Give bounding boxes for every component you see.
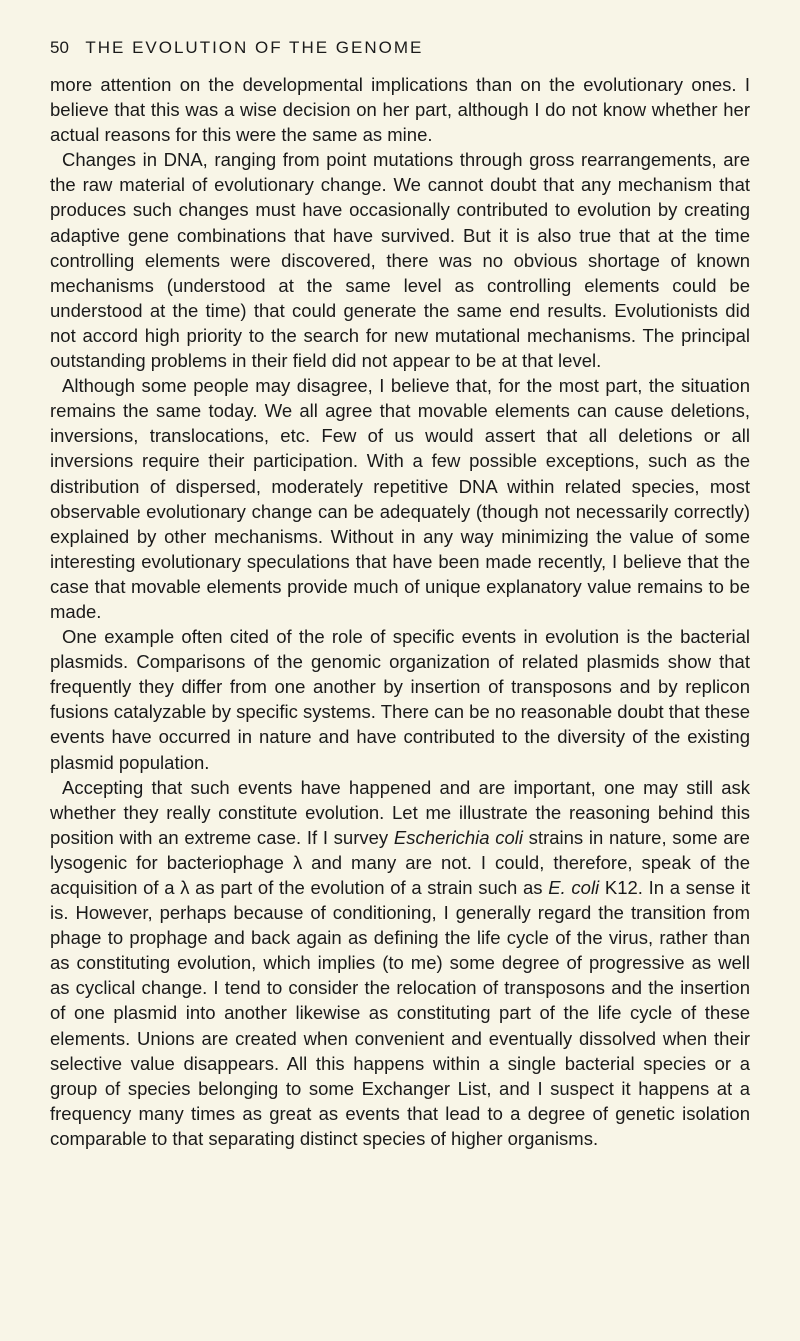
body-text xyxy=(50,72,750,1151)
document-page xyxy=(50,38,750,1151)
paragraph: Changes in DNA, ranging from point mutations through gross rearrangements, are the raw material of evolutionary change. We cannot doubt that any mechanism that produces such changes must have occasionally contributed to evolution by creating adaptive gene combinations that have survived. But it is also true that at the time controlling elements were discovered, there was no obvious shortage of known mechanisms (understood at the same level as controlling elements could be understood at the time) that could generate the same end results. Evolutionists did not accord high priority to the search for new mutational mechanisms. The principal outstanding problems in their field did not appear to be at that level. xyxy=(50,149,750,372)
text-run: strains in nature, some are lysogenic for bacteriophage λ and many are not. I could, therefore, speak of the acquisition of a λ as part of the evolution of a strain such as xyxy=(50,826,750,898)
paragraph-continued: more attention on the developmental implications than on the evolutionary ones. I believe that this was a wise decision on her part, although I do not know whether her actual reasons for this were the same as mine. xyxy=(50,74,750,146)
paragraph xyxy=(50,775,750,1151)
running-title: THE EVOLUTION OF THE GENOME xyxy=(85,38,424,57)
species-name-italic: E. coli xyxy=(548,877,600,898)
page-number: 50 xyxy=(50,38,69,57)
paragraph: Although some people may disagree, I believe that, for the most part, the situation remains the same today. We all agree that movable elements can cause deletions, inversions, translocations, etc. Few of us would assert that all deletions or all inversions require their participation. With a few possible exceptions, such as the distribution of dispersed, moderately repetitive DNA within related species, most observable evolutionary change can be adequately (though not necessarily correctly) explained by other mechanisms. Without in any way minimizing the value of some interesting evolutionary speculations that have been made recently, I believe that the case that movable elements provide much of unique explanatory value remains to be made. xyxy=(50,375,750,622)
text-run: Accepting that such events have happened and are important, one may still ask whether they really constitute evolution. Let me illustrate the reasoning behind this position with an extreme case. If I survey xyxy=(50,776,750,848)
text-run: K12. In a sense it is. However, perhaps because of conditioning, I generally regard the transition from phage to prophage and back again as defining the life cycle of the virus, rather than as constituting evolution, which implies (to me) some degree of progressive as well as cyclical change. I tend to consider the relocation of transposons and the insertion of one plasmid into another likewise as constituting part of the life cycle of these elements. Unions are created when convenient and eventually dissolved when their selective value disappears. All this happens within a single bacterial species or a group of species belonging to some Exchanger List, and I suspect it happens at a frequency many times as great as events that lead to a degree of genetic isolation comparable to that separating distinct species of higher organisms. xyxy=(50,877,751,1149)
running-header xyxy=(50,38,750,58)
species-name-italic: Escherichia coli xyxy=(393,826,523,848)
paragraph: One example often cited of the role of specific events in evolution is the bacterial plasmids. Comparisons of the genomic organization of related plasmids show that frequently they differ from one another by insertion of transposons and by replicon fusions catalyzable by specific systems. There can be no reasonable doubt that these events have occurred in nature and have contributed to the diversity of the existing plasmid population. xyxy=(50,626,750,773)
